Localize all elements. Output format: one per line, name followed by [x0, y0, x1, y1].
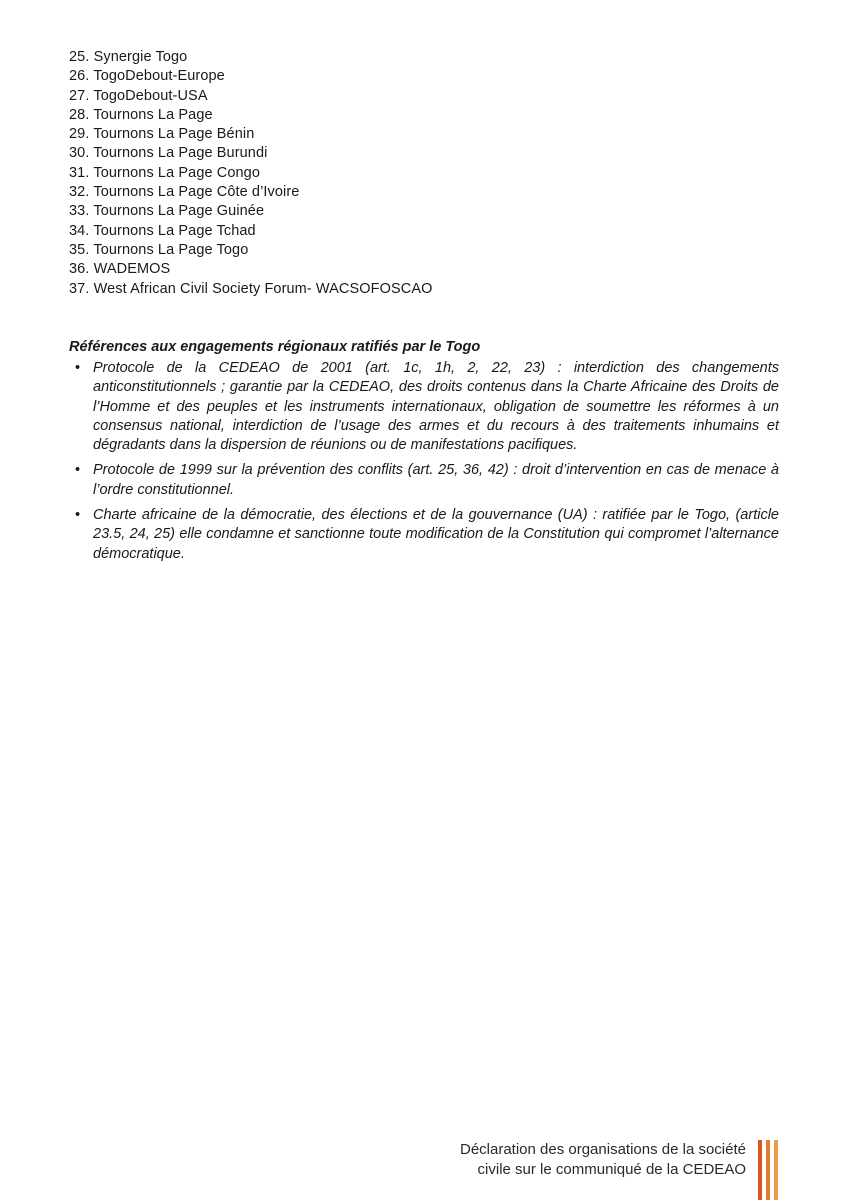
list-item: 29. Tournons La Page Bénin — [69, 126, 255, 143]
footer-line-2: civile sur le communiqué de la CEDEAO — [477, 1161, 746, 1178]
list-item: 26. TogoDebout-Europe — [69, 68, 225, 85]
list-item: 30. Tournons La Page Burundi — [69, 145, 268, 162]
list-item: 27. TogoDebout-USA — [69, 87, 208, 104]
footer-stripes-icon — [758, 1140, 780, 1200]
list-item: 31. Tournons La Page Congo — [69, 164, 260, 181]
list-item: 35. Tournons La Page Togo — [69, 241, 249, 258]
stripe-1 — [758, 1140, 762, 1200]
list-item: 36. WADEMOS — [69, 261, 171, 278]
reference-item — [75, 461, 779, 500]
list-item: 28. Tournons La Page — [69, 106, 213, 123]
page-footer — [460, 1140, 746, 1180]
reference-text: Protocole de 1999 sur la prévention des conflits (art. 25, 36, 42) : droit d’intervention en cas de menace à l’ordre constitutionnel. — [93, 462, 779, 498]
references-section — [69, 338, 779, 570]
list-item: 37. West African Civil Society Forum- WACSOFOSCAO — [69, 280, 433, 297]
reference-item — [75, 506, 779, 564]
stripe-3 — [774, 1140, 778, 1200]
bullet-icon: • — [75, 360, 81, 376]
organization-list — [69, 48, 432, 299]
stripe-2 — [766, 1140, 770, 1200]
bullet-icon: • — [75, 462, 81, 479]
list-item: 34. Tournons La Page Tchad — [69, 222, 256, 239]
footer-line-1: Déclaration des organisations de la société — [459, 1141, 746, 1158]
references-list — [69, 359, 779, 564]
reference-item — [75, 359, 779, 455]
reference-text: Charte africaine de la démocratie, des élections et de la gouvernance (UA) : ratifiée par le Togo, (article 23.5, 24, 25) elle condamne et sanctionne toute modification de la Constitution qui compromet l’alternance démocratique. — [93, 507, 779, 562]
list-item: 33. Tournons La Page Guinée — [69, 203, 265, 220]
reference-text: Protocole de la CEDEAO de 2001 (art. 1c, 1h, 2, 22, 23) : interdiction des changements anticonstitutionnels ; garantie par la CEDEAO, des droits contenus dans la Charte Africaine des Droits de l’Homme et des peuples et les instruments internationaux, obligation de soumettre les réformes à un consensus national, interdiction de l’usage des armes et du recours à des traitements inhumains et dégradants dans la dispersion de réunions ou de manifestations pacifiques. — [93, 360, 779, 454]
bullet-icon: • — [75, 507, 81, 524]
list-item: 32. Tournons La Page Côte d’Ivoire — [69, 184, 300, 201]
references-heading: Références aux engagements régionaux ratifiés par le Togo — [69, 339, 481, 355]
list-item: 25. Synergie Togo — [69, 49, 188, 65]
